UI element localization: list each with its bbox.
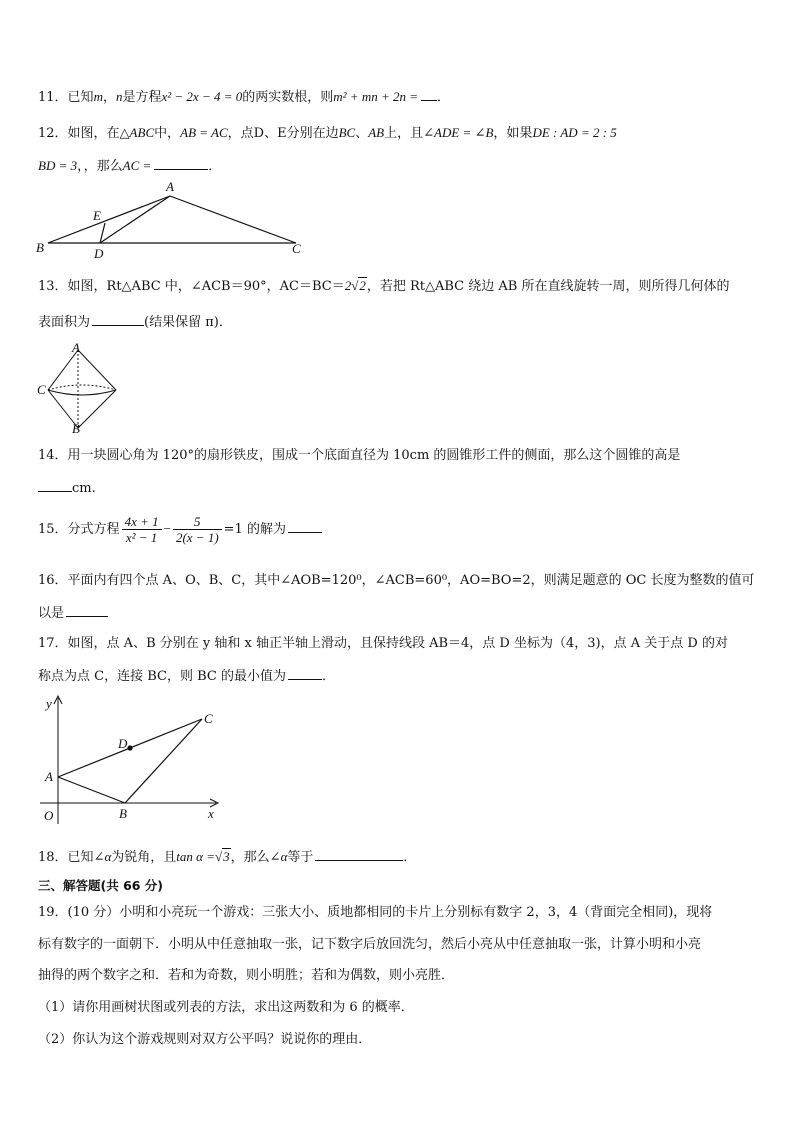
q16-text-2: 以是	[38, 606, 65, 621]
q12-angle: ∠ADE = ∠B	[423, 125, 494, 140]
q11-line	[38, 88, 450, 107]
q18-alpha: α	[104, 849, 112, 864]
q16-answer-blank[interactable]	[66, 604, 108, 617]
q13-line-1: 13．如图，Rt△ABC 中，∠ACB＝90°，AC＝BC＝2√2，若把 Rt△ABC 绕边 AB 所在直线旋转一周，则所得几何体的	[38, 278, 730, 294]
section-3-title: 三、解答题(共 66 分)	[38, 878, 164, 893]
q12-text-6: ，	[77, 159, 84, 174]
q12-line-2	[38, 157, 221, 176]
q12-end: ．	[208, 159, 222, 174]
q12-ab-eq: AB = AC	[180, 125, 228, 140]
q17-label-b: B	[119, 806, 127, 821]
q12-text-4: 上，且	[384, 126, 424, 141]
q18-tan: tan α =	[176, 849, 216, 864]
q14-number: 14．	[38, 448, 68, 463]
q12-ab: AB	[368, 125, 385, 140]
q18-answer-blank[interactable]	[315, 848, 403, 861]
q14-text-1: 用一块圆心角为 120°的扇形铁皮，围成一个底面直径为 10cm 的圆锥形工件的侧面，那么这个圆锥的高是	[67, 448, 681, 463]
q13-text-4: (结果保留 π)．	[144, 315, 232, 330]
q16-text-1: 平面内有四个点 A、O、B、C，其中∠AOB=120⁰，∠ACB=60⁰，AO=BO=2，则满足题意的 OC 长度为整数的值可	[67, 573, 755, 588]
q12-label-c: C	[292, 241, 301, 256]
q12-text-7: ，那么	[83, 159, 123, 174]
q14-text-2: cm.	[72, 481, 96, 496]
q15-answer-blank[interactable]	[288, 520, 322, 533]
q15-denominator-1: x² − 1	[125, 530, 158, 545]
q14-line-2	[38, 479, 96, 498]
q13-line-2	[38, 313, 232, 332]
q15-minus: −	[163, 521, 171, 536]
q12-bc: BC	[338, 125, 356, 140]
q14-answer-blank[interactable]	[38, 479, 72, 492]
q12-side-ba	[48, 196, 170, 243]
q12-figure	[30, 176, 320, 260]
q12-line-1	[38, 124, 617, 143]
q17-end: ．	[321, 669, 335, 684]
q12-bd: BD = 3	[38, 158, 78, 173]
q13-figure	[34, 342, 124, 434]
q13-number: 13．	[38, 279, 68, 294]
q11-var-m: m	[93, 89, 103, 104]
q17-number: 17．	[38, 636, 68, 651]
q13-front-arc	[48, 390, 116, 395]
q17-answer-blank[interactable]	[288, 667, 322, 680]
q11-equation: x² − 2x − 4 = 0	[161, 89, 243, 104]
q19-subquestion-1: （1）请你用画树状图或列表的方法，求出这两数和为 6 的概率．	[38, 1000, 414, 1015]
q17-label-a: A	[45, 769, 53, 784]
q15-numerator-1: 4x + 1	[122, 514, 162, 530]
q19-line-2: 标有数字的一面朝下．小明从中任意抽取一张，记下数字后放回洗匀，然后小亮从中任意抽取一张，计算小明和小亮	[38, 937, 702, 952]
q13-edge-a-right	[78, 350, 116, 390]
q12-text-3: ，点D、E分别在边	[227, 126, 339, 141]
q15-text-1: 分式方程	[67, 522, 120, 537]
q12-triangle: △ABC	[119, 125, 155, 140]
q17-text-1: 如图，点 A、B 分别在 y 轴和 x 轴正半轴上滑动，且保持线段 AB＝4，点 D 坐标为（4，3)，点 A 关于点 D 的对	[67, 636, 728, 651]
q18-number: 18．	[38, 850, 68, 865]
q19-subquestion-2: （2）你认为这个游戏规则对双方公平吗？说说你的理由．	[38, 1032, 372, 1047]
q19-line-1: 19．(10 分）小明和小亮玩一个游戏：三张大小、质地都相同的卡片上分别标有数字 2，3，4（背面完全相同)，现将	[38, 905, 713, 920]
q18-text-1: 已知∠	[67, 850, 105, 865]
q13-edge-right-b	[78, 390, 116, 428]
q12-sep: 、	[355, 126, 369, 141]
q11-answer-blank[interactable]	[421, 88, 437, 101]
q17-label-x: x	[208, 806, 214, 821]
q18-line: 18．已知∠α为锐角，且tan α =√3，那么∠α等于 ．	[38, 849, 417, 865]
q12-label-b: B	[36, 240, 44, 255]
q17-segment-bc	[125, 719, 202, 803]
q12-side-ac	[170, 196, 296, 243]
q17-segment-ab	[58, 777, 125, 803]
q11-text-2: 是方程	[122, 90, 162, 105]
q15-number: 15．	[38, 522, 68, 537]
q12-label-e: E	[93, 208, 101, 223]
q18-text-2: 为锐角，且	[111, 850, 177, 865]
q13-text-2: ，若把 Rt△ABC 绕边 AB 所在直线旋转一周，则所得几何体的	[366, 279, 730, 294]
q13-radicand: 2	[359, 278, 366, 293]
q16-line-2	[38, 604, 108, 623]
q12-number: 12．	[38, 126, 68, 141]
q13-coef: 2	[344, 278, 352, 293]
q18-text-4: 等于	[287, 850, 314, 865]
q12-ratio: DE : AD = 2 : 5	[532, 125, 617, 140]
q18-end: ．	[403, 850, 417, 865]
q15-numerator-2: 5	[173, 514, 222, 530]
q15-fraction-1	[122, 514, 162, 545]
q12-text-2: 中，	[154, 126, 181, 141]
q17-label-y: y	[46, 696, 52, 711]
q13-label-a: A	[72, 342, 80, 355]
q11-text-1: 已知	[67, 90, 94, 105]
q13-answer-blank[interactable]	[92, 313, 144, 326]
q13-back-arc	[48, 385, 116, 390]
q17-label-d: D	[118, 736, 128, 751]
q12-text-1: 如图，在	[67, 126, 120, 141]
q13-text-1: 如图，Rt△ABC 中，∠ACB＝90°，AC＝BC＝	[67, 279, 345, 294]
q13-text-3: 表面积为	[38, 315, 91, 330]
q11-number: 11．	[38, 90, 68, 105]
q11-comma: ，	[102, 90, 116, 105]
q17-point-d	[127, 745, 132, 750]
q19-line-3: 抽得的两个数字之和．若和为奇数，则小明胜；若和为偶数，则小亮胜．	[38, 968, 455, 983]
q12-answer-blank[interactable]	[154, 157, 208, 170]
q15-text-2: =1 的解为	[223, 522, 286, 537]
q16-number: 16．	[38, 573, 68, 588]
q11-end: ．	[437, 90, 451, 105]
q18-alpha-2: α	[280, 849, 288, 864]
q13-label-c: C	[37, 382, 46, 397]
q11-expression: m² + mn + 2n =	[333, 89, 419, 104]
q17-label-c: C	[204, 711, 213, 726]
q12-text-5: ，如果	[493, 126, 533, 141]
q18-radicand: 3	[223, 849, 230, 864]
q12-label-a: A	[166, 179, 174, 194]
q17-line-2	[38, 667, 335, 686]
q17-text-2: 称点为点 C，连接 BC，则 BC 的最小值为	[38, 669, 286, 684]
q13-label-b: B	[72, 421, 80, 434]
q16-line-1	[38, 572, 754, 590]
q12-ac: AC =	[122, 158, 152, 173]
q13-edge-ac	[48, 350, 78, 390]
q14-line-1	[38, 447, 680, 465]
q17-line-1	[38, 635, 728, 653]
q15-line	[38, 512, 322, 547]
q17-figure	[36, 692, 226, 828]
q12-label-d: D	[94, 246, 104, 260]
q18-text-3: ，那么∠	[230, 850, 281, 865]
q17-label-o: O	[44, 808, 54, 823]
q11-var-n: n	[115, 89, 123, 104]
q11-text-3: 的两实数根，则	[242, 90, 334, 105]
q15-denominator-2: 2(x − 1)	[175, 530, 219, 545]
q15-fraction-2	[173, 514, 222, 545]
